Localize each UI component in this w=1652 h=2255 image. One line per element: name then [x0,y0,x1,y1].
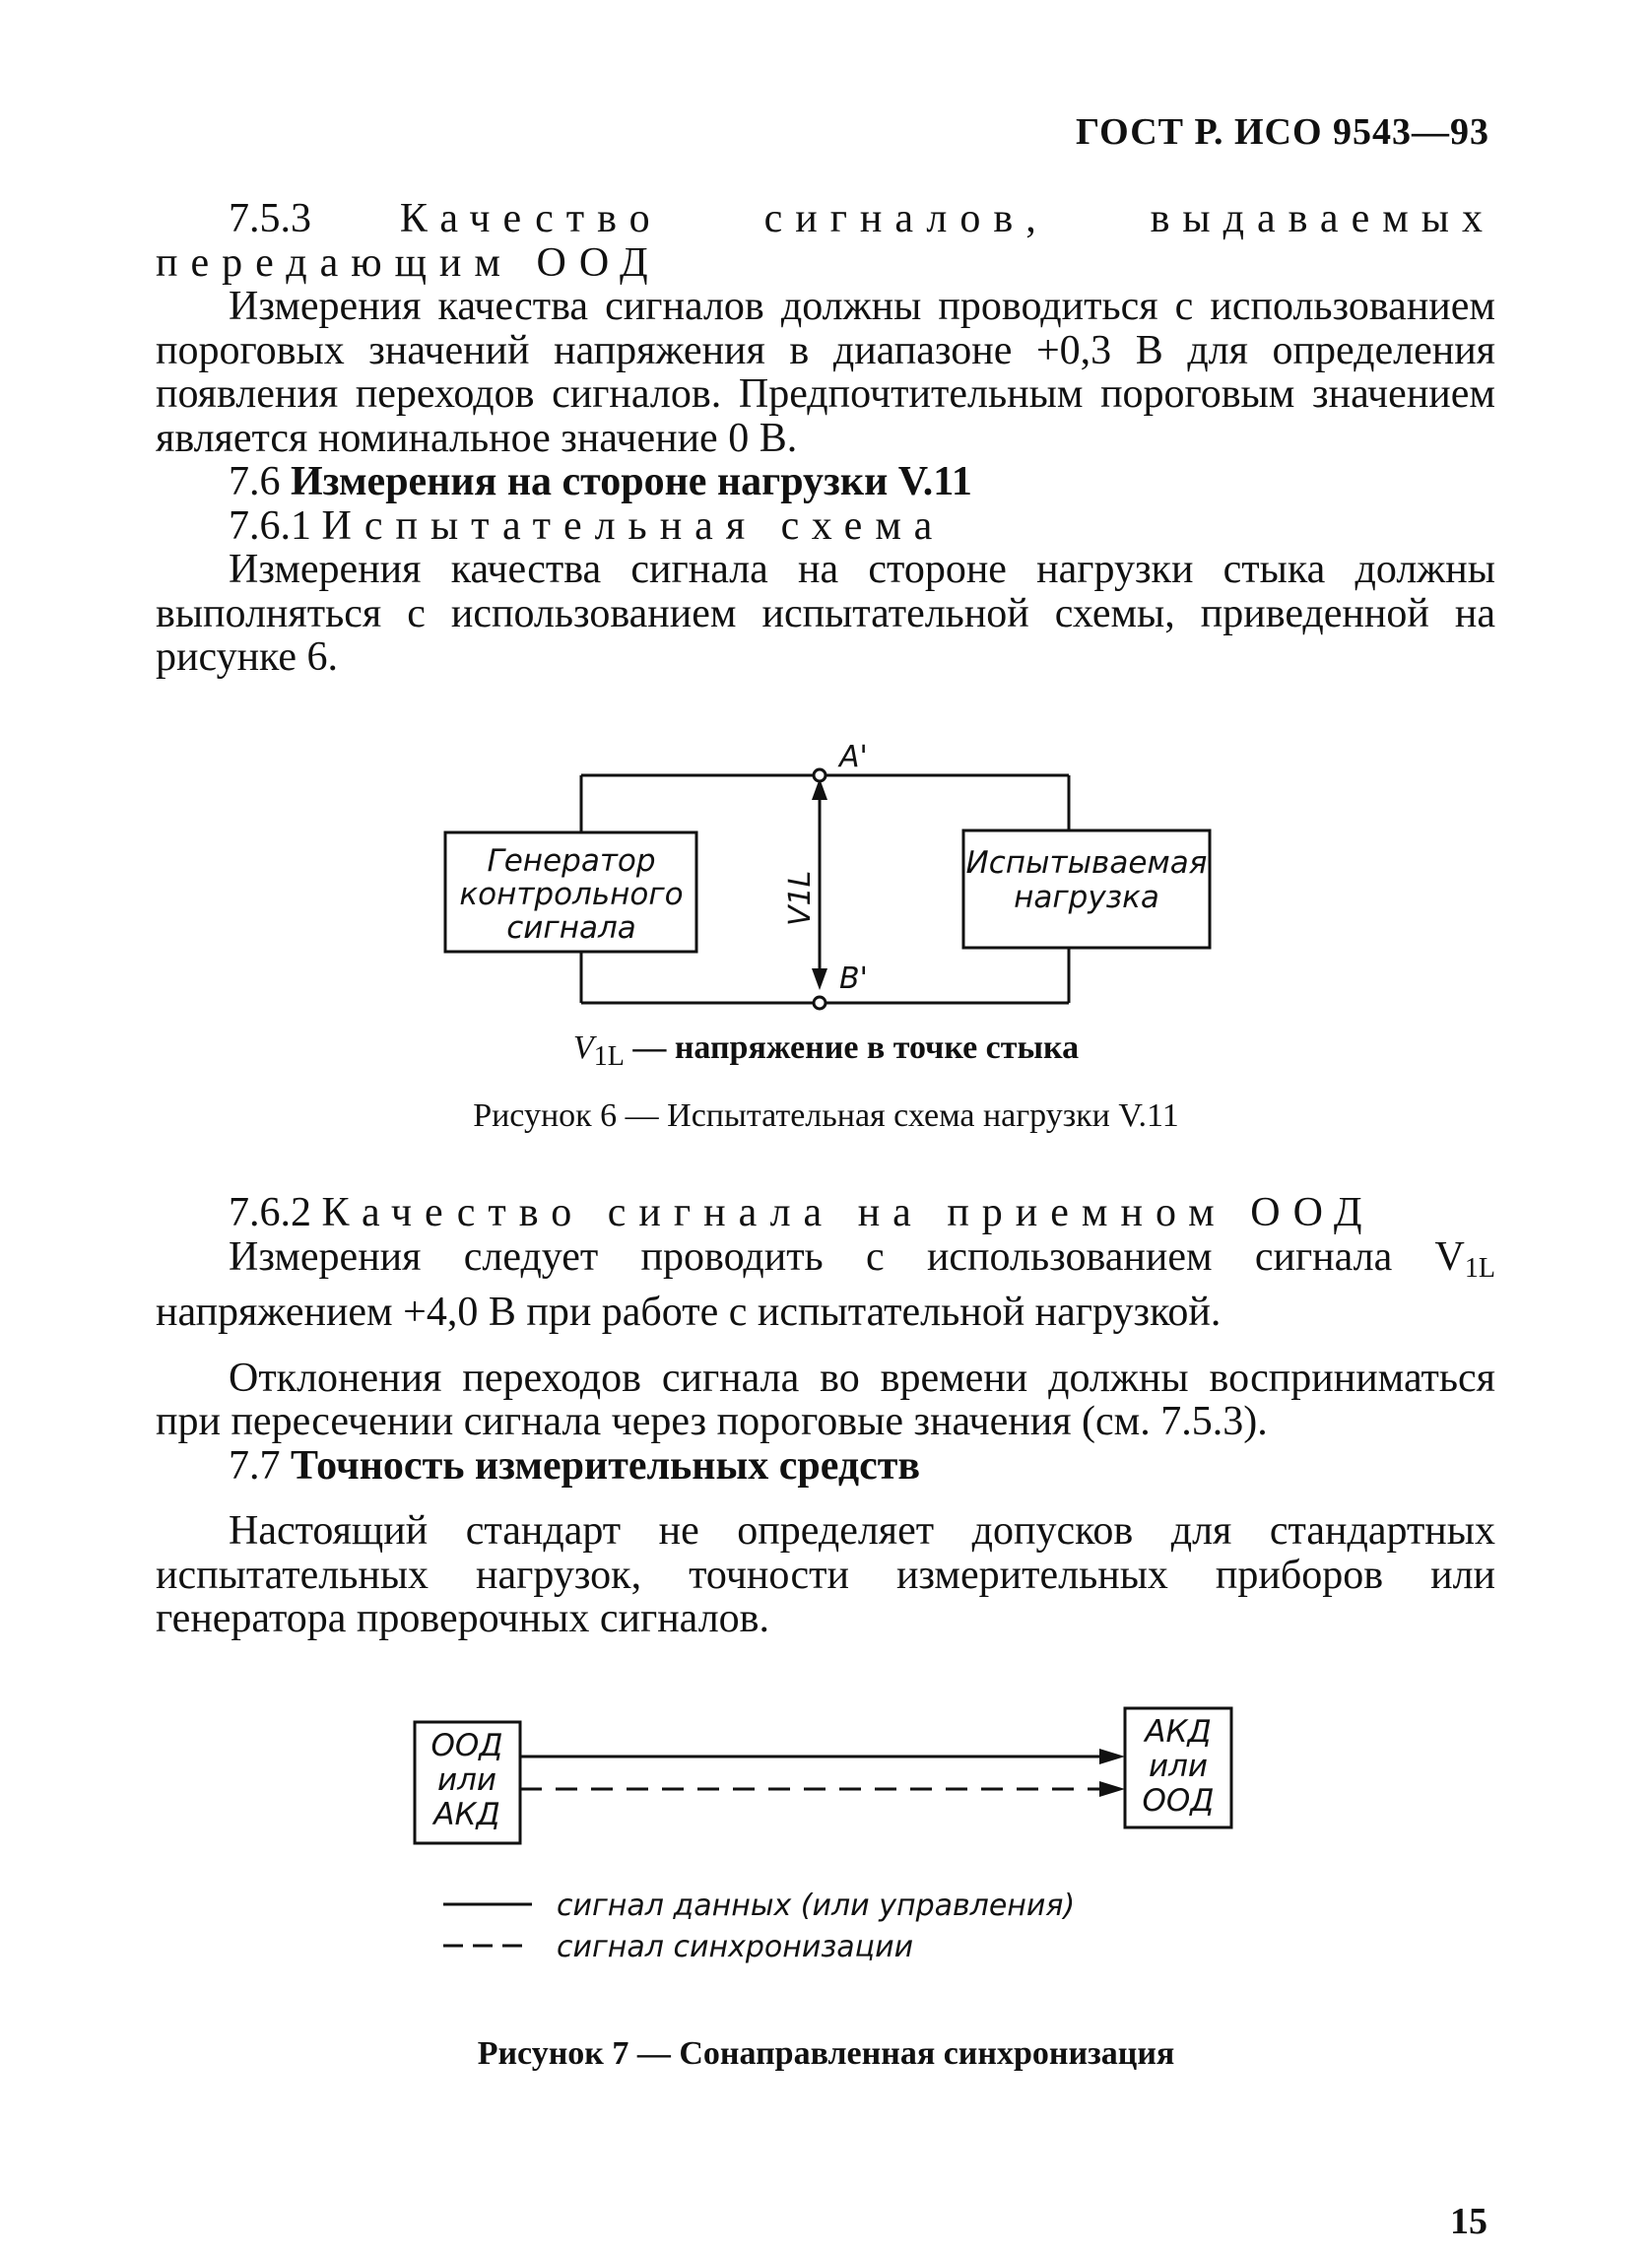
heading-text: Качество сигнала на приемном ООД [321,1190,1375,1235]
legend-data-signal: сигнал данных (или управления) [557,1889,1076,1923]
heading-number: 7.7 [229,1442,281,1489]
generator-label-line1: Генератор [487,843,656,879]
generator-label-line2: контрольного [459,877,684,912]
destination-label-line1: АКД [1145,1714,1212,1750]
legend-sync-signal: сигнал синхронизации [557,1930,914,1964]
heading-number: 7.5.3 [229,196,311,241]
voltage-label: V1L [783,870,818,926]
heading-text: Качество сигналов, выдаваемых передающим ООД [156,196,1496,286]
paragraph-text: напряжением +4,0 В при работе с испытательной нагрузкой. [156,1290,1222,1335]
page-number: 15 [1450,2201,1487,2242]
heading-text: Измерения на стороне нагрузки V.11 [291,459,972,504]
legend-symbol: V [572,1029,594,1066]
paragraph-7-6-1: Измерения качества сигнала на стороне нагрузки стыка должны выполняться с использованием испытательной схемы, приведенной на рисунке 6. [156,547,1495,680]
paragraph-7-7: Настоящий стандарт не определяет допусков для стандартных испытательных нагрузок, точности измерительных приборов или генератора проверочных сигналов. [156,1508,1495,1641]
legend-text: — напряжение в точке стыка [624,1029,1080,1066]
source-label-line2: или [436,1762,497,1798]
generator-label-line3: сигнала [506,910,636,946]
data-arrow-head [1099,1749,1125,1764]
paragraph-7-5-3: Измерения качества сигналов должны проводиться с использованием пороговых значений напряжения в диапазоне +0,3 В для определения появления переходов сигналов. Предпочтительным пороговым значением является номинальное значение 0 В. [156,284,1495,461]
point-a-label: A' [839,740,868,774]
paragraph-7-6-2-b: Отклонения переходов сигнала во времени должны восприниматься при пересечении сигнала через пороговые значения (см. 7.5.3). [156,1355,1495,1444]
destination-label-line3: ООД [1142,1783,1215,1819]
heading-number: 7.6.2 [229,1190,311,1235]
heading-text: Испытательная схема [321,502,946,549]
load-label-line2: нагрузка [1014,880,1159,915]
sync-arrow-head [1099,1781,1125,1797]
document-header: ГОСТ Р. ИСО 9543—93 [1075,111,1489,153]
heading-text: Точность измерительных средств [291,1442,921,1489]
legend-subscript: 1L [593,1041,625,1072]
subscript: 1L [1464,1252,1495,1284]
heading-number: 7.6 [229,459,281,504]
source-label-line1: ООД [430,1728,503,1763]
source-label-line3: АКД [433,1797,500,1832]
destination-label-line2: или [1148,1749,1209,1784]
figure-7-caption: Рисунок 7 — Сонаправленная синхронизация [477,2035,1175,2072]
figure-6-caption: Рисунок 6 — Испытательная схема нагрузки V.11 [473,1097,1179,1134]
point-b-label: B' [839,962,868,996]
paragraph-text: Измерения следует проводить с использованием сигнала V [229,1233,1465,1280]
load-label-line1: Испытываемая [965,845,1208,881]
heading-number: 7.6.1 [229,502,311,549]
